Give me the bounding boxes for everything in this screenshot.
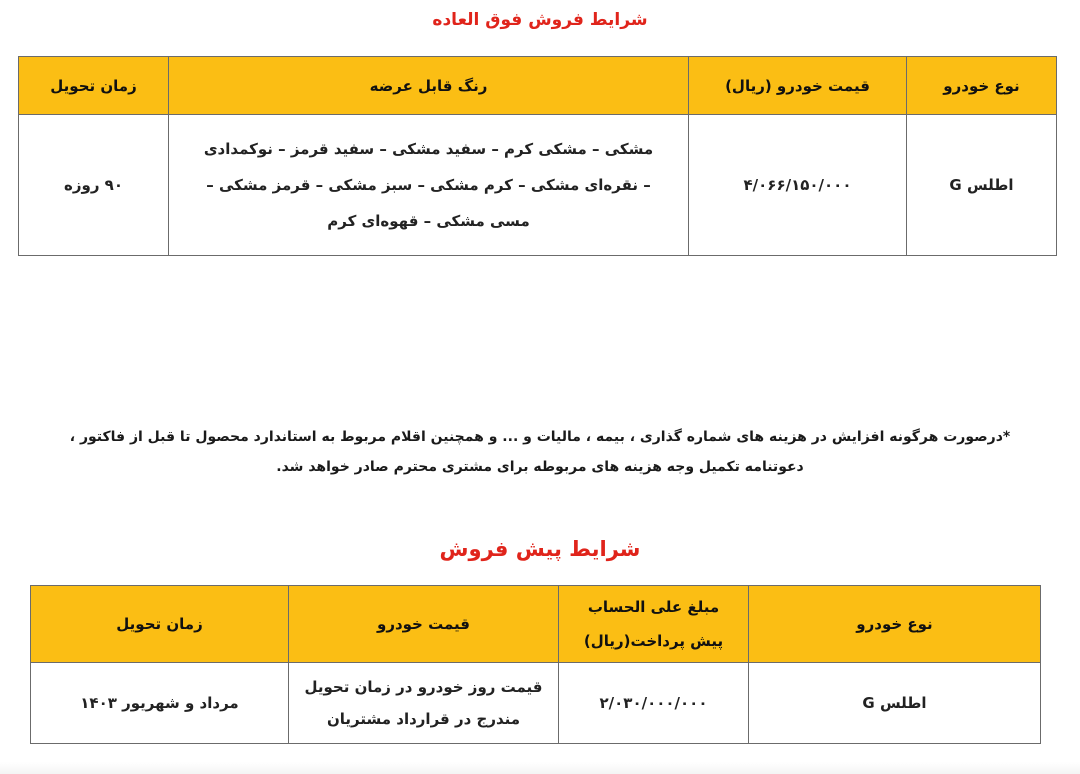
note-line-1: *درصورت هرگونه افزایش در هزینه های شماره گذاری ، بیمه ، مالیات و ... و همچنین اقلام مربوط به استاندارد محصول تا قبل از فاکتور ، <box>69 429 1011 445</box>
header-delivery: زمان تحویل <box>19 57 169 115</box>
presale-title: شرایط پیش فروش <box>439 537 641 561</box>
header-price: قیمت خودرو <box>289 586 559 663</box>
cell-colors <box>169 115 689 256</box>
cell-car-type: اطلس G <box>907 115 1057 256</box>
price-line-2: مندرج در قرارداد مشتریان <box>326 710 521 728</box>
cost-increase-note <box>0 422 1080 482</box>
header-car-type: نوع خودرو <box>749 586 1041 663</box>
cell-delivery: ۹۰ روزه <box>19 115 169 256</box>
presale-table <box>30 585 1041 744</box>
cell-price <box>289 663 559 744</box>
prepayment-header-line-1: مبلغ علی الحساب <box>587 598 720 616</box>
price-line-1: قیمت روز خودرو در زمان تحویل <box>304 678 543 696</box>
colors-line-3: مسی مشکی – قهوه‌ای کرم <box>327 212 530 230</box>
special-sale-title: شرایط فروش فوق العاده <box>432 10 648 30</box>
header-delivery: زمان تحویل <box>31 586 289 663</box>
header-prepayment <box>559 586 749 663</box>
header-car-type: نوع خودرو <box>907 57 1057 115</box>
bottom-edge-divider <box>0 762 1080 774</box>
table-row <box>19 115 1057 256</box>
table-header-row <box>19 57 1057 115</box>
colors-line-1: مشکی – مشکی کرم – سفید مشکی – سفید قرمز – نوکمدادی <box>203 140 654 158</box>
cell-price: ۴/۰۶۶/۱۵۰/۰۰۰ <box>689 115 907 256</box>
cell-delivery: مرداد و شهریور ۱۴۰۳ <box>31 663 289 744</box>
header-colors: رنگ قابل عرضه <box>169 57 689 115</box>
prepayment-header-line-2: پیش پرداخت(ریال) <box>583 632 724 650</box>
cell-car-type: اطلس G <box>749 663 1041 744</box>
table-header-row <box>31 586 1041 663</box>
header-price: قیمت خودرو (ریال) <box>689 57 907 115</box>
table-row <box>31 663 1041 744</box>
colors-line-2: – نقره‌ای مشکی – کرم مشکی – سبز مشکی – قرمز مشکی – <box>206 176 651 194</box>
cell-prepayment: ۲/۰۳۰/۰۰۰/۰۰۰ <box>559 663 749 744</box>
special-sale-table <box>18 56 1057 256</box>
note-line-2: دعوتنامه تکمیل وجه هزینه های مربوطه برای مشتری محترم صادر خواهد شد. <box>276 459 804 475</box>
